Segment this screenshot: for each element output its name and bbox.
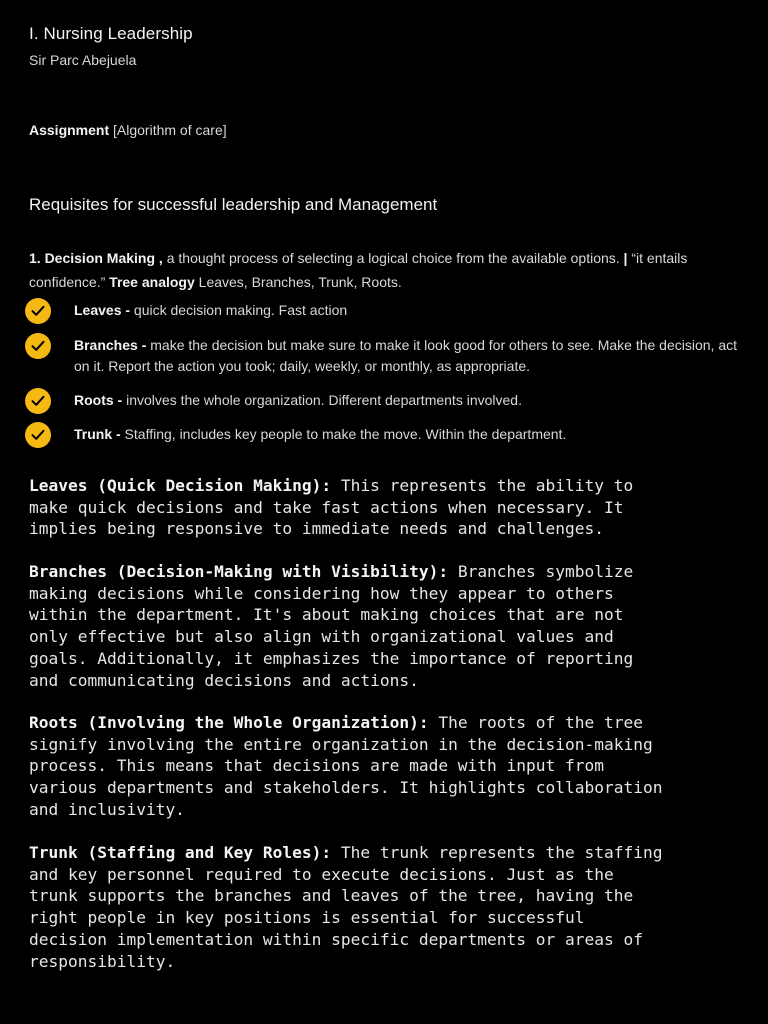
explanation-text: Branches symbolize making decisions while considering how they appear to others within the department. It's about making choices that are not only effective but also align with organizational values and goals. Additionally, it emphasizes the importance of reporting and communicating decisions and actions. — [29, 562, 634, 690]
assignment-label: Assignment — [29, 122, 110, 138]
section-heading: Requisites for successful leadership and Management — [29, 195, 438, 214]
explanation-text: This represents the ability to make quick decisions and take fast actions when necessary. It implies being responsive to immediate needs and challenges. — [29, 476, 634, 539]
explanation-roots — [29, 712, 741, 821]
checklist-text — [74, 300, 739, 321]
checklist-term: Leaves - — [74, 302, 131, 318]
explanation-branches — [29, 561, 741, 691]
check-circle-icon — [25, 422, 51, 448]
decision-making-intro — [29, 246, 741, 294]
intro-quote: “it entails confidence.” — [29, 250, 688, 290]
intro-analogy-label: Tree analogy — [109, 274, 195, 290]
explanation-term: Leaves (Quick Decision Making): — [29, 476, 332, 495]
intro-separator: | — [623, 250, 628, 266]
checklist-description: involves the whole organization. Different departments involved. — [122, 392, 522, 408]
intro-definition: a thought process of selecting a logical choice from the available options. — [162, 250, 624, 266]
checklist-term: Branches - — [74, 337, 147, 353]
checklist-text — [74, 390, 739, 411]
explanation-text: The trunk represents the staffing and key personnel required to execute decisions. Just as the trunk supports the branches and leaves of the tree, having the right people in key positions is essential for successful decision implementation within specific departments or areas of responsibility. — [29, 843, 663, 971]
checklist-description: Staffing, includes key people to make the move. Within the department. — [120, 426, 567, 442]
checklist-description: quick decision making. Fast action — [130, 302, 348, 318]
assignment-line — [29, 122, 227, 138]
document-title: I. Nursing Leadership — [29, 24, 193, 43]
explanation-term: Trunk (Staffing and Key Roles): — [29, 843, 332, 862]
explanation-text: The roots of the tree signify involving the entire organization in the decision-making process. This means that decisions are made with input from various departments and stakeholders. It highlights collaboration and inclusivity. — [29, 713, 663, 819]
explanation-term: Branches (Decision-Making with Visibility): — [29, 562, 449, 581]
explanation-trunk — [29, 842, 741, 972]
checklist-text — [74, 335, 739, 377]
document-author: Sir Parc Abejuela — [29, 52, 137, 68]
checklist-text — [74, 424, 739, 445]
check-circle-icon — [25, 298, 51, 324]
explanation-term: Roots (Involving the Whole Organization): — [29, 713, 429, 732]
checklist-description: make the decision but make sure to make it look good for others to see. Make the decision, act on it. Report the action you took; daily, weekly, or monthly, as appropriate. — [74, 337, 738, 374]
check-circle-icon — [25, 388, 51, 414]
checklist-term: Roots - — [74, 392, 123, 408]
assignment-value: [Algorithm of care] — [109, 122, 227, 138]
explanation-leaves — [29, 475, 741, 540]
checklist-term: Trunk - — [74, 426, 121, 442]
intro-term: 1. Decision Making , — [29, 250, 163, 266]
intro-analogy-parts: Leaves, Branches, Trunk, Roots. — [194, 274, 402, 290]
check-circle-icon — [25, 333, 51, 359]
